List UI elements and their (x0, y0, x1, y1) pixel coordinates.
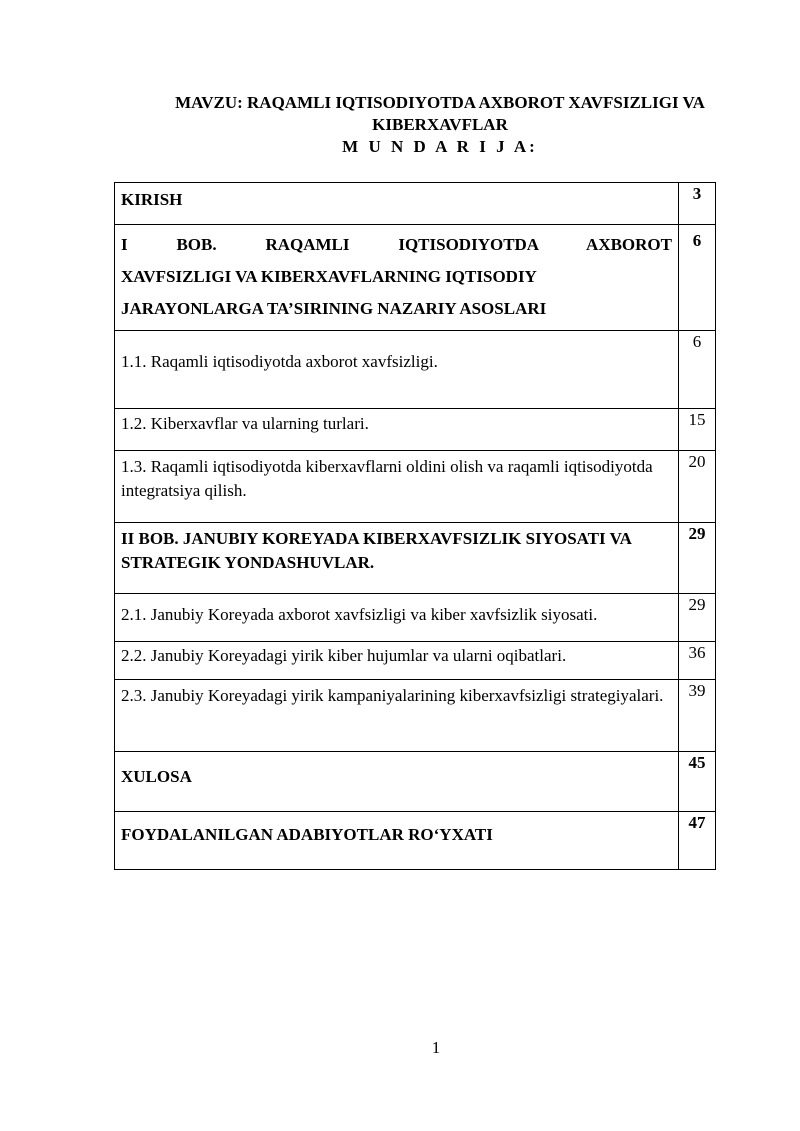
toc-entry-page: 29 (679, 523, 716, 594)
toc-entry-page: 36 (679, 642, 716, 680)
toc-entry-title: FOYDALANILGAN ADABIYOTLAR RO‘YXATI (115, 812, 679, 870)
toc-entry-line: JARAYONLARGA TA’SIRINING NAZARIY ASOSLARI (121, 299, 547, 318)
toc-entry-page: 39 (679, 680, 716, 752)
toc-entry-page: 15 (679, 409, 716, 451)
toc-entry-title (115, 225, 679, 331)
toc-row-2-2 (115, 642, 716, 680)
toc-entry-page: 47 (679, 812, 716, 870)
toc-entry-page: 45 (679, 752, 716, 812)
toc-row-kirish (115, 183, 716, 225)
toc-entry-title: KIRISH (115, 183, 679, 225)
page-number: 1 (431, 1038, 441, 1057)
toc-row-1-1 (115, 331, 716, 409)
toc-entry-line: I BOB. RAQAMLI IQTISODIYOTDA AXBOROT (121, 235, 672, 254)
toc-row-1-2 (115, 409, 716, 451)
document-title (110, 92, 770, 158)
title-line-2: KIBERXAVFLAR (372, 115, 508, 134)
toc-entry-page: 20 (679, 451, 716, 523)
toc-entry-page: 6 (679, 225, 716, 331)
toc-entry-title: XULOSA (115, 752, 679, 812)
toc-entry-title: 1.2. Kiberxavflar va ularning turlari. (115, 409, 679, 451)
toc-row-xulosa (115, 752, 716, 812)
toc-entry-title: 2.2. Janubiy Koreyadagi yirik kiber hujumlar va ularni oqibatlari. (115, 642, 679, 680)
toc-row-chapter-1 (115, 225, 716, 331)
toc-entry-page: 3 (679, 183, 716, 225)
toc-entry-line: XAVFSIZLIGI VA KIBERXAVFLARNING IQTISODIY (121, 267, 537, 286)
toc-row-references (115, 812, 716, 870)
contents-heading: M U N D A R I J A: (342, 137, 538, 156)
toc-entry-title: 2.1. Janubiy Koreyada axborot xavfsizligi va kiber xavfsizlik siyosati. (115, 594, 679, 642)
toc-entry-title: 1.1. Raqamli iqtisodiyotda axborot xavfsizligi. (115, 331, 679, 409)
toc-entry-page: 6 (679, 331, 716, 409)
title-line-1: MAVZU: RAQAMLI IQTISODIYOTDA AXBOROT XAVFSIZLIGI VA (175, 93, 705, 112)
toc-entry-page: 29 (679, 594, 716, 642)
toc-row-2-1 (115, 594, 716, 642)
toc-row-2-3 (115, 680, 716, 752)
table-of-contents (114, 182, 716, 870)
toc-entry-title: II BOB. JANUBIY KOREYADA KIBERXAVFSIZLIK SIYOSATI VA STRATEGIK YONDASHUVLAR. (115, 523, 679, 594)
toc-row-1-3 (115, 451, 716, 523)
toc-entry-title: 2.3. Janubiy Koreyadagi yirik kampaniyalarining kiberxavfsizligi strategiyalari. (115, 680, 679, 752)
toc-entry-title: 1.3. Raqamli iqtisodiyotda kiberxavflarni oldini olish va raqamli iqtisodiyotda integratsiya qilish. (115, 451, 679, 523)
toc-row-chapter-2 (115, 523, 716, 594)
